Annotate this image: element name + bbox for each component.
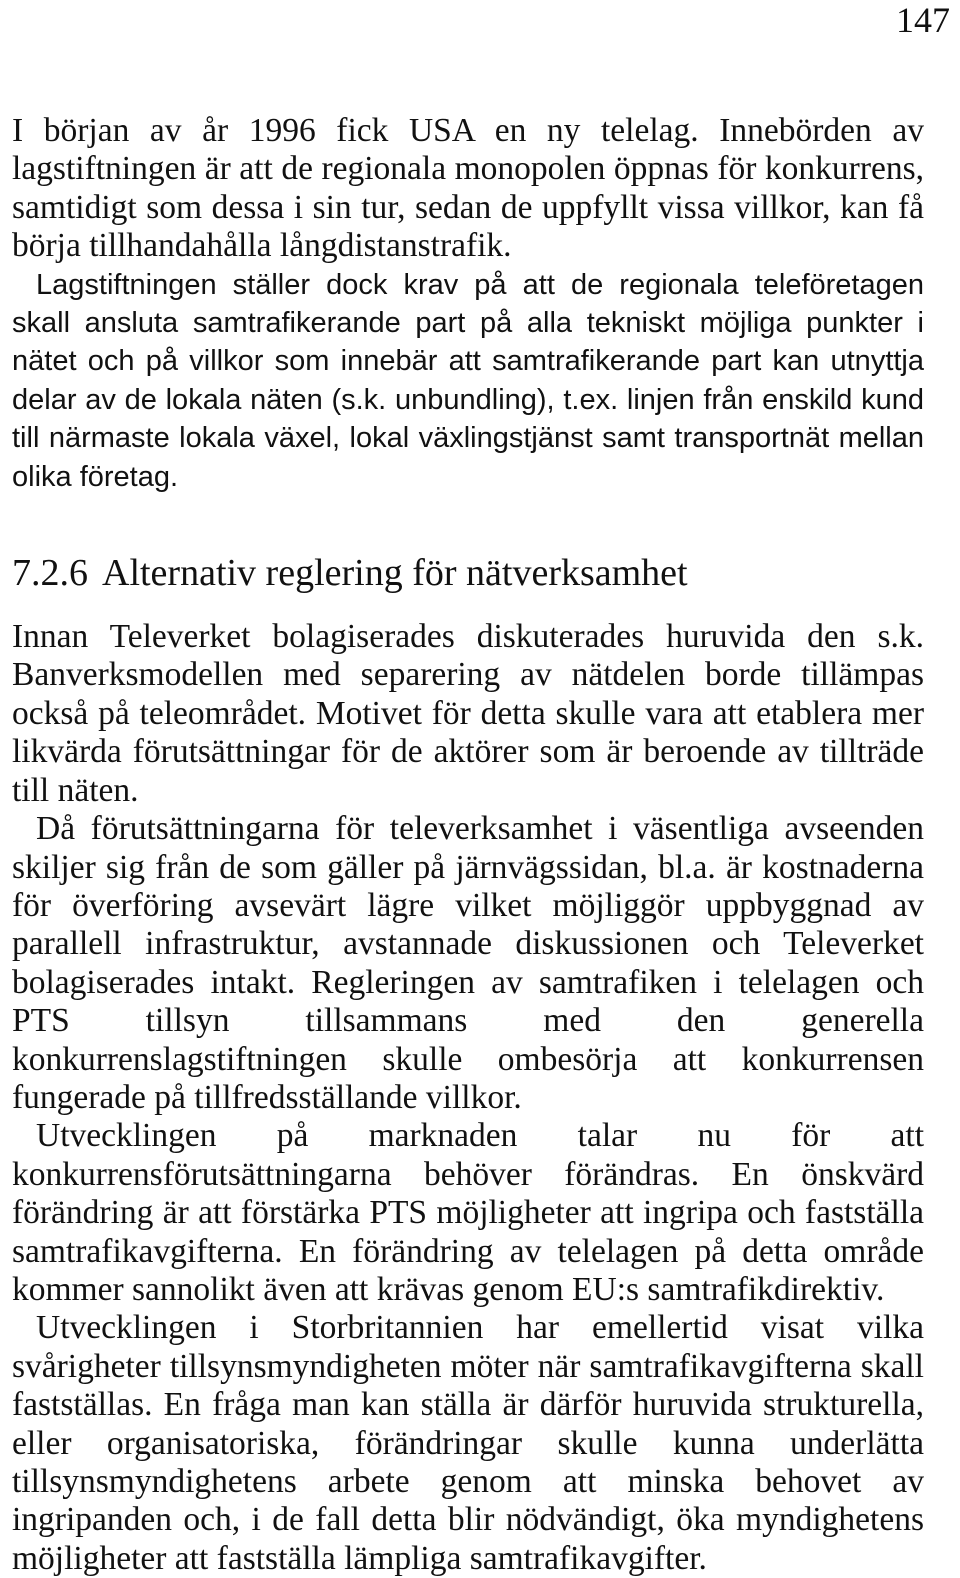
section-paragraph-4: Utvecklingen i Storbritannien har emellertid visat vilka svårigheter tillsynsmyndigheten möter när samtrafikavgifterna skall fastställas. En fråga man kan ställa är därför huruvida strukturella, eller organisatoriska, förändringar skulle kunna underlätta tillsynsmyndighetens arbete genom att minska behovet av ingripanden och, i de fall detta blir nödvändigt, öka myndighetens möjligheter att fastställa lämpliga samtrafikavgifter. [12,1309,924,1577]
intro-paragraph-1: I början av år 1996 fick USA en ny telelag. Innebörden av lagstiftningen är att de regionala monopolen öppnas för konkurrens, samtidigt som dessa i sin tur, sedan de uppfyllt vissa villkor, kan få börja tillhandahålla långdistanstrafik. [12,112,924,265]
section-paragraph-1: Innan Televerket bolagiserades diskuterades huruvida den s.k. Banverksmodellen med separering av nätdelen borde tillämpas också på teleområdet. Motivet för detta skulle vara att etablera mer likvärda förutsättningar för de aktörer som är beroende av tillträde till näten. [12,618,924,809]
section-title: Alternativ reglering för nätverksamhet [102,552,688,595]
section-heading [12,550,924,596]
intro-paragraph-2: Lagstiftningen ställer dock krav på att de regionala teleföretagen skall ansluta samtrafikerande part på alla tekniskt möjliga punkter i nätet och på villkor som innebär att samtrafikerande part kan utnyttja delar av de lokala näten (s.k. unbundling), t.ex. linjen från enskild kund till närmaste lokala växel, lokal växlingstjänst samt transportnät mellan olika företag. [12,268,924,493]
page-number: 147 [896,0,950,40]
section-paragraph-2: Då förutsättningarna för televerksamhet i väsentliga avseenden skiljer sig från de som gäller på järnvägssidan, bl.a. är kostnaderna för överföring avsevärt lägre vilket möjliggör uppbyggnad av parallell infrastruktur, avstannade diskussionen och Televerket bolagiserades intakt. Regleringen av samtrafiken i telelagen och PTS tillsyn tillsammans med den generella konkurrenslagstiftningen skulle ombesörja att konkurrensen fungerade på tillfredsställande villkor. [12,810,924,1116]
section-number: 7.2.6 [12,552,88,595]
section-paragraph-3: Utvecklingen på marknaden talar nu för att konkurrensförutsättningarna behöver förändras. En önskvärd förändring är att förstärka PTS möjligheter att ingripa och fastställa samtrafikavgifterna. En förändring av telelagen på detta område kommer sannolikt även att krävas genom EU:s samtrafikdirektiv. [12,1117,924,1308]
page-body [12,112,924,1578]
